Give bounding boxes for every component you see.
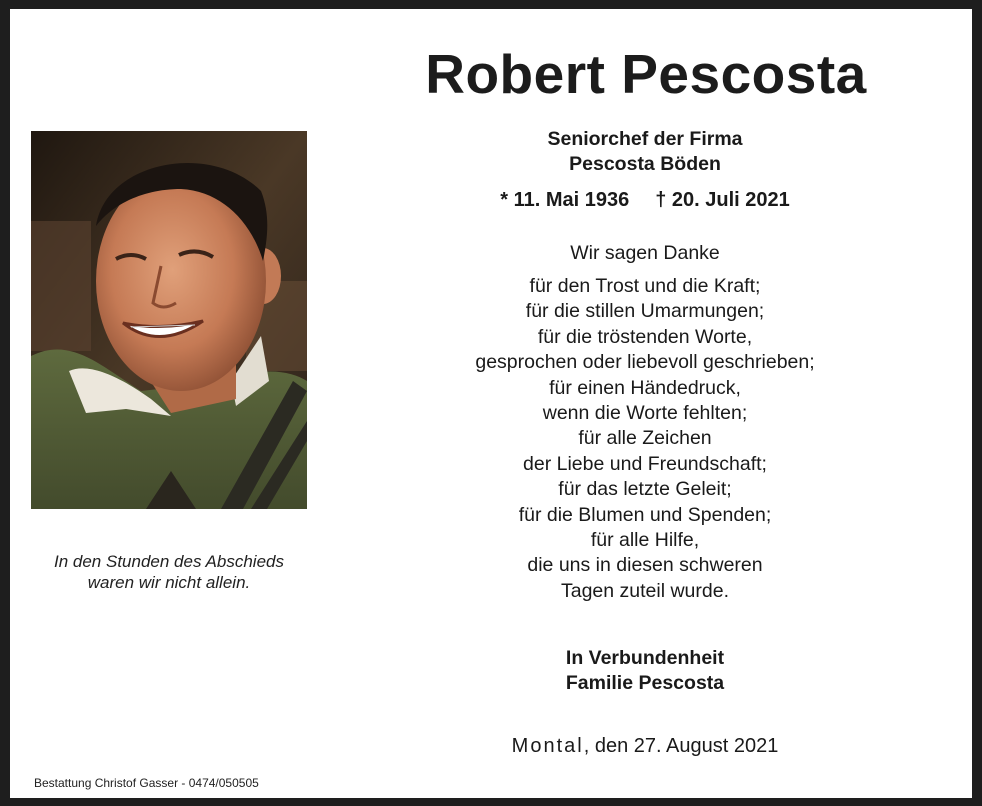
place-and-date [430,733,860,759]
caption-line: In den Stunden des Abschieds [54,552,284,571]
closing-line: In Verbundenheit [565,647,725,669]
portrait-photo [31,131,307,509]
poem-line: für alle Hilfe, [590,529,700,552]
poem-line: der Liebe und Freundschaft; [523,452,767,475]
poem-line: gesprochen oder liebevoll geschrieben; [475,351,815,374]
poem-line: für einen Händedruck, [549,376,741,399]
life-dates [430,187,860,213]
poem-line: wenn die Worte fehlten; [542,402,748,425]
poem-line: für die stillen Umarmungen; [525,300,765,323]
undertaker-contact: Bestattung Christof Gasser - 0474/050505 [34,776,259,790]
place-city: Montal [511,735,584,757]
deceased-name: Robert Pescosta [425,43,867,105]
portrait-image [31,131,307,509]
obituary-card [10,9,972,798]
thanks-heading: Wir sagen Danke [570,242,720,264]
poem-line: die uns in diesen schweren [527,554,763,577]
caption-line: waren wir nicht allein. [87,573,251,592]
company-line: Seniorchef der Firma [547,128,743,150]
poem-line: für alle Zeichen [578,427,712,450]
poem-line: für die Blumen und Spenden; [518,503,772,526]
thanks-poem [430,274,860,604]
closing-line: Familie Pescosta [565,672,725,694]
poem-line: für die tröstenden Worte, [537,325,753,348]
poem-line: Tagen zuteil wurde. [560,579,730,602]
poem-line: für den Trost und die Kraft; [529,275,761,297]
birth-date: * 11. Mai 1936 [500,189,630,211]
company-role [430,127,860,177]
company-line: Pescosta Böden [569,153,721,175]
closing-signature [430,646,860,696]
death-date: † 20. Juli 2021 [655,189,790,211]
place-date: , den 27. August 2021 [583,735,779,757]
poem-line: für das letzte Geleit; [558,478,732,501]
caption [28,551,310,593]
